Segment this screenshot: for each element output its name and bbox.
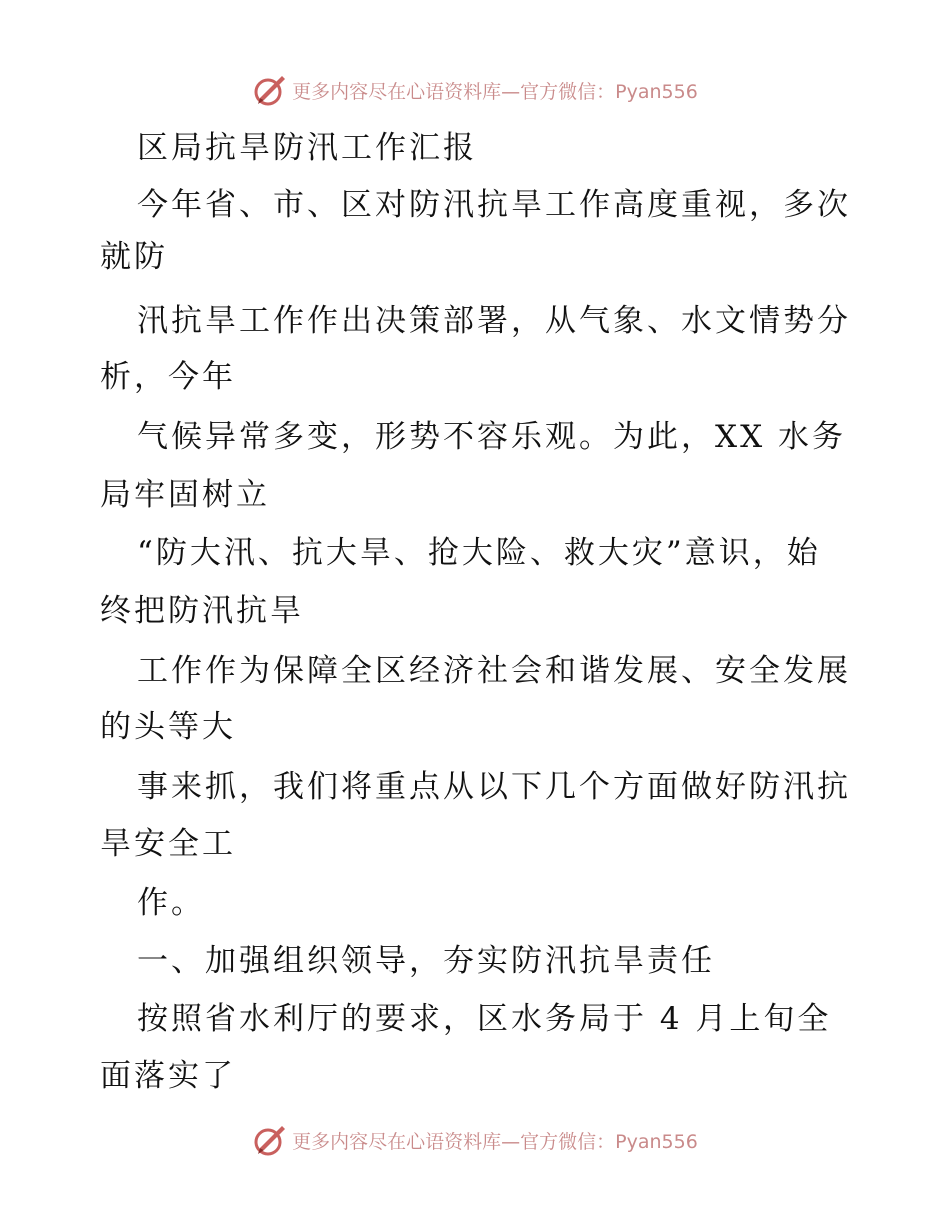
paragraph-line: 局牢固树立 xyxy=(100,477,270,513)
paragraph-line: 就防 xyxy=(100,239,168,275)
paragraph-line: 今年省、市、区对防汛抗旱工作高度重视，多次 xyxy=(137,187,851,223)
section-heading: 一、加强组织领导，夯实防汛抗旱责任 xyxy=(137,943,715,979)
paragraph-line: 气候异常多变，形势不容乐观。为此，XX 水务 xyxy=(137,419,846,455)
watermark-text: 更多内容尽在心语资料库—官方微信：Pyan556 xyxy=(292,80,698,103)
paragraph-line: 析，今年 xyxy=(100,359,236,395)
paragraph-line: 终把防汛抗旱 xyxy=(100,593,304,629)
document-title: 区局抗旱防汛工作汇报 xyxy=(137,130,477,166)
watermark-text: 更多内容尽在心语资料库—官方微信：Pyan556 xyxy=(292,1130,698,1153)
quill-logo-icon xyxy=(252,1122,288,1158)
paragraph-line: 的头等大 xyxy=(100,709,236,745)
paragraph-line: 事来抓，我们将重点从以下几个方面做好防汛抗 xyxy=(137,769,851,805)
paragraph-line: 旱安全工 xyxy=(100,826,236,862)
paragraph-line: 汛抗旱工作作出决策部署，从气象、水文情势分 xyxy=(137,303,851,339)
quill-logo-icon xyxy=(252,72,288,108)
paragraph-line: 按照省水利厅的要求，区水务局于 4 月上旬全 xyxy=(137,1001,832,1037)
footer-watermark xyxy=(0,1120,950,1160)
paragraph-line: “防大汛、抗大旱、抢大险、救大灾”意识，始 xyxy=(137,535,821,571)
paragraph-line: 作。 xyxy=(137,885,205,921)
paragraph-line: 工作作为保障全区经济社会和谐发展、安全发展 xyxy=(137,653,851,689)
paragraph-line: 面落实了 xyxy=(100,1058,236,1094)
header-watermark xyxy=(0,70,950,110)
